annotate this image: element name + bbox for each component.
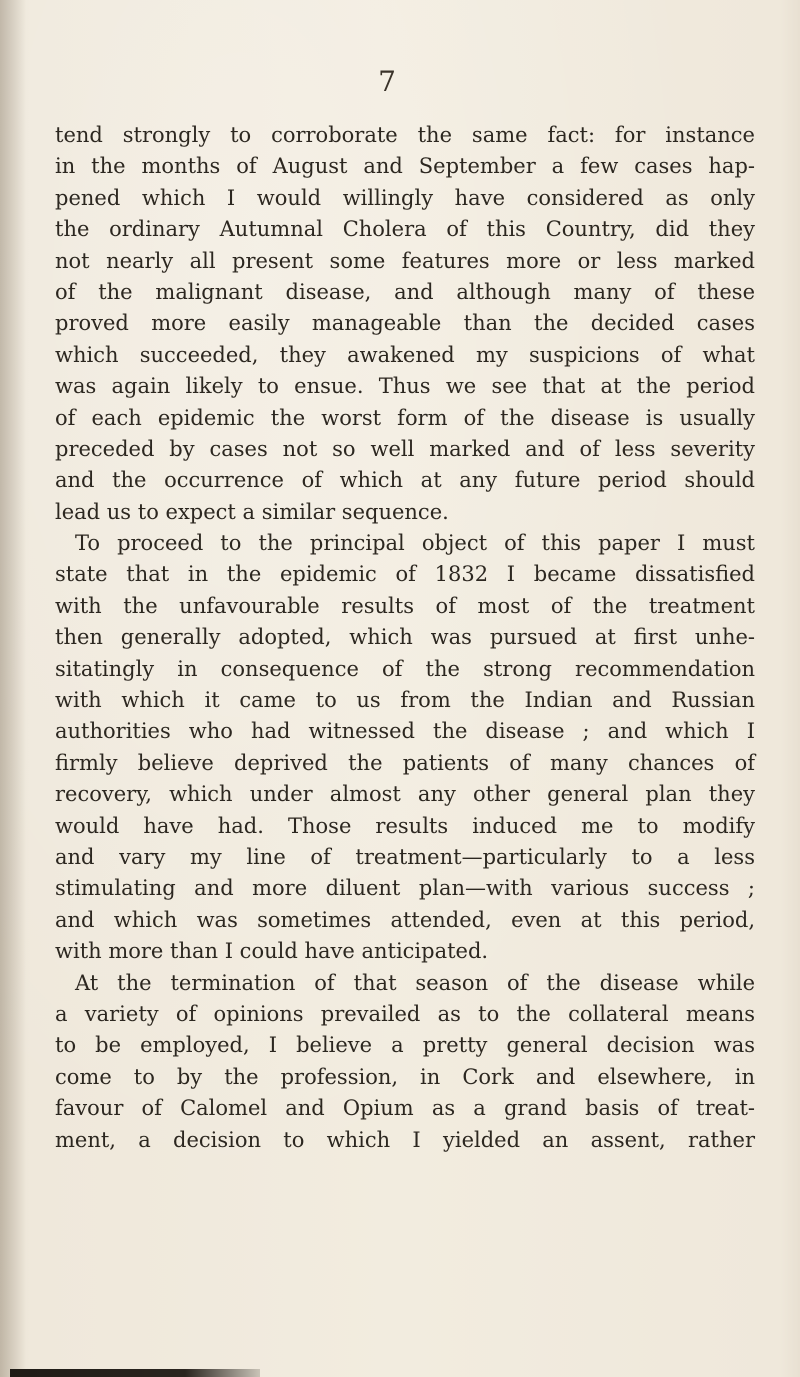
scan-edge-shadow	[10, 1369, 260, 1377]
text-line: in the months of August and September a few cases hap-	[55, 154, 755, 179]
text-line: of the malignant disease, and although many of these	[55, 279, 755, 304]
text-line: and which was sometimes attended, even at this period,	[55, 907, 755, 932]
text-line: then generally adopted, which was pursued at first unhe-	[55, 625, 755, 650]
text-line: pened which I would willingly have considered as only	[55, 185, 755, 210]
text-line: with the unfavourable results of most of the treatment	[55, 593, 755, 618]
text-line: recovery, which under almost any other general plan they	[55, 782, 755, 807]
text-line: a variety of opinions prevailed as to the collateral means	[55, 1001, 755, 1026]
text-line: come to by the profession, in Cork and elsewhere, in	[55, 1064, 755, 1089]
text-line: authorities who had witnessed the disease ; and which I	[55, 719, 755, 744]
text-line: and vary my line of treatment—particularly to a less	[55, 844, 755, 869]
text-line: firmly believe deprived the patients of many chances of	[55, 750, 755, 775]
text-line: not nearly all present some features more or less marked	[55, 248, 755, 273]
text-line: state that in the epidemic of 1832 I became dissatisfied	[55, 562, 755, 587]
paragraph-end-line: with more than I could have anticipated.	[55, 939, 489, 964]
text-line: to be employed, I believe a pretty general decision was	[55, 1033, 755, 1058]
binding-shadow	[0, 0, 26, 1377]
text-line: which succeeded, they awakened my suspicions of what	[55, 342, 755, 367]
paragraph-end-line: lead us to expect a similar sequence.	[55, 499, 449, 524]
text-line: proved more easily manageable than the decided cases	[55, 311, 755, 336]
text-line: preceded by cases not so well marked and of less severity	[55, 436, 755, 461]
text-line: of each epidemic the worst form of the disease is usually	[55, 405, 755, 430]
text-line: would have had. Those results induced me to modify	[55, 813, 755, 838]
paragraph-start-line: To proceed to the principal object of this paper I must	[75, 531, 755, 556]
text-line: with which it came to us from the Indian and Russian	[55, 688, 755, 713]
text-line: favour of Calomel and Opium as a grand basis of treat-	[55, 1096, 755, 1121]
page-number: 7	[378, 65, 396, 98]
paragraph-start-line: At the termination of that season of the disease while	[75, 970, 755, 995]
text-line: stimulating and more diluent plan—with various success ;	[55, 876, 755, 901]
text-line: tend strongly to corroborate the same fact: for instance	[55, 123, 755, 147]
text-line: ment, a decision to which I yielded an assent, rather	[55, 1127, 755, 1152]
text-line: sitatingly in consequence of the strong recommendation	[55, 656, 755, 681]
text-line: and the occurrence of which at any future period should	[55, 468, 755, 493]
text-line: was again likely to ensue. Thus we see that at the period	[55, 374, 755, 399]
text-line: the ordinary Autumnal Cholera of this Country, did they	[55, 217, 755, 242]
body-text	[55, 120, 755, 1156]
